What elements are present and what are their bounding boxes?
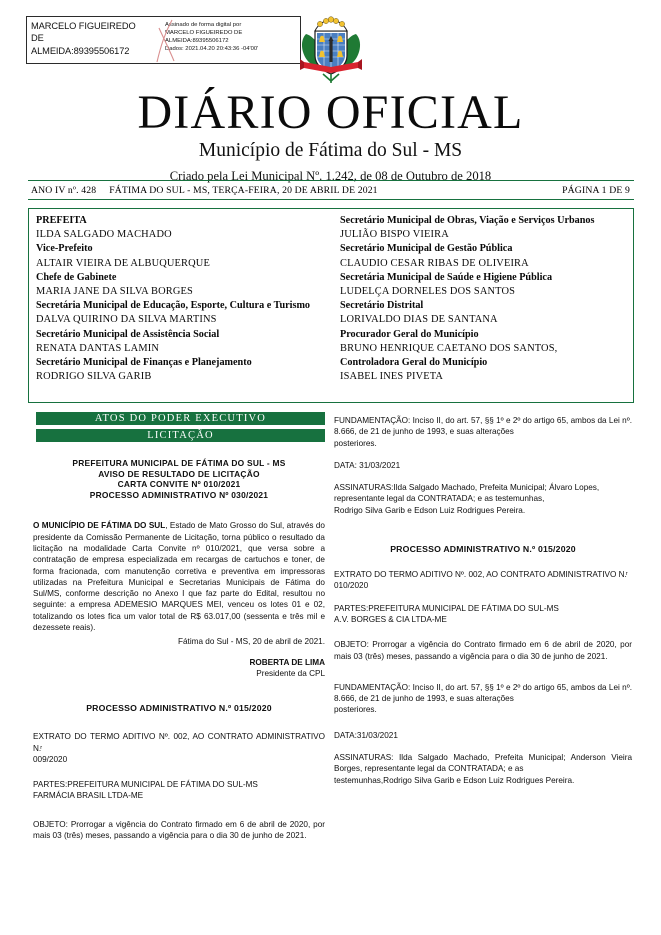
official-role: Secretário Municipal de Obras, Viação e Serviços Urbanos — [340, 215, 595, 226]
notice-body-lead: O MUNICÍPIO DE FÁTIMA DO SUL — [33, 521, 166, 531]
official-name: LUDELÇA DORNELES DOS SANTOS — [340, 286, 516, 298]
signature-details — [160, 17, 300, 63]
official-role: PREFEITA — [36, 215, 87, 226]
assinaturas-1-line-1: ASSINATURAS:Ilda Salgado Machado, Prefeita Municipal; Álvaro Lopes, — [334, 483, 600, 493]
page-number: PÁGINA 1 DE 9 — [562, 184, 630, 196]
fundamentacao-1-tail: posteriores. — [334, 438, 377, 448]
partes-line-1-left: PARTES:PREFEITURA MUNICIPAL DE FÁTIMA DO SUL-MS — [33, 780, 258, 790]
digital-signature-stamp — [26, 16, 301, 64]
masthead — [0, 88, 661, 185]
notice-header-line-4: PROCESSO ADMINISTRATIVO Nº 030/2021 — [89, 489, 269, 500]
extrato-number-right: 010/2020 — [334, 581, 369, 591]
signer-line-3: ALMEIDA:89395506172 — [31, 45, 130, 56]
body-column-left — [33, 458, 325, 841]
official-role: Secretária Municipal de Saúde e Higiene Pública — [340, 271, 553, 283]
official-name: BRUNO HENRIQUE CAETANO DOS SANTOS, — [340, 342, 558, 354]
section-banner-licitacao: LICITAÇÃO — [36, 429, 325, 442]
official-name: CLAUDIO CESAR RIBAS DE OLIVEIRA — [340, 257, 529, 269]
municipal-coat-of-arms-icon — [298, 12, 364, 86]
signature-detail-line-1: Assinado de forma digital por — [165, 22, 242, 28]
official-role: Secretário Distrital — [340, 300, 424, 312]
notice-header-line-2: AVISO DE RESULTADO DE LICITAÇÃO — [98, 468, 260, 479]
official-name: MARIA JANE DA SILVA BORGES — [36, 286, 193, 298]
body-column-right — [334, 415, 632, 786]
extrato-heading-left: EXTRATO DO TERMO ADITIVO Nº. 002, AO CONTRATO ADMINISTRATIVO N.ͬ — [33, 732, 325, 753]
official-name: ISABEL INES PIVETA — [340, 371, 444, 383]
official-name: ALTAIR VIEIRA DE ALBUQUERQUE — [36, 257, 210, 269]
notice-place-date: Fátima do Sul - MS, 20 de abril de 2021. — [178, 637, 325, 647]
officials-column-right — [331, 209, 633, 402]
issue-info-bar — [28, 180, 634, 200]
page-title: DIÁRIO OFICIAL — [137, 86, 524, 139]
official-role: Secretário Municipal de Finanças e Planejamento — [36, 357, 252, 369]
data-1: DATA: 31/03/2021 — [334, 460, 401, 470]
assinaturas-2-line-2: testemunhas,Rodrigo Silva Garib e Edson Luiz Rodrigues Pereira. — [334, 775, 575, 785]
official-name: DALVA QUIRINO DA SILVA MARTINS — [36, 314, 217, 326]
officials-column-left — [29, 209, 331, 402]
partes-line-2-left: FARMÁCIA BRASIL LTDA-ME — [33, 791, 144, 801]
official-role: Secretário Municipal de Gestão Pública — [340, 243, 513, 255]
signature-detail-line-4: Dados: 2021.04.20 20:43:36 -04'00' — [165, 46, 259, 53]
objeto-left: OBJETO: Prorrogar a vigência do Contrato firmado em 6 de abril de 2020, por mais 03 (três) meses, passando a vigência para o dia 30 de junho de 2021. — [33, 819, 325, 841]
notice-header-line-1: PREFEITURA MUNICIPAL DE FÁTIMA DO SUL - MS — [72, 458, 286, 468]
notice-signer-name: ROBERTA DE LIMA — [249, 657, 325, 667]
official-role: Secretário Municipal de Assistência Social — [36, 328, 220, 340]
issue-place-date: FÁTIMA DO SUL - MS, TERÇA-FEIRA, 20 DE ABRIL DE 2021 — [109, 184, 378, 196]
signature-detail-line-3: ALMEIDA:89395506172 — [165, 38, 229, 45]
official-name: ILDA SALGADO MACHADO — [36, 229, 172, 241]
official-role: Procurador Geral do Município — [340, 328, 479, 340]
signature-detail-line-2: MARCELO FIGUEIREDO DE — [165, 30, 243, 37]
fundamentacao-1: FUNDAMENTAÇÃO: Inciso II, do art. 57, §§ 1º e 2º do artigo 65, ambos da Lei nº. 8.666, de 21 de junho de 1993, e suas alterações — [334, 416, 632, 437]
official-role: Controladora Geral do Município — [340, 357, 488, 369]
official-role: Chefe de Gabinete — [36, 271, 117, 283]
notice-signer-title: Presidente da CPL — [256, 668, 325, 678]
extrato-heading-right: EXTRATO DO TERMO ADITIVO Nº. 002, AO CONTRATO ADMINISTRATIVO N.ͬ — [334, 570, 627, 580]
partes-line-2-right: A.V. BORGES & CIA LTDA-ME — [334, 614, 447, 624]
masthead-law-reference: Criado pela Lei Municipal Nº. 1.242, de 08 de Outubro de 2018 — [169, 169, 492, 183]
signer-line-1: MARCELO FIGUEIREDO — [31, 21, 136, 31]
notice-body-rest: , Estado de Mato Grosso do Sul, através do presidente da Comissão Permanente de Licitação, torna público o resultado da licitação na modalidade Carta Convite nº 010/2021, que versa sobre a contratação de empresa especializada em recargas de cartuchos e toner, de forma fracionada, com manutenção corretiva e preventiva em impressoras utilizadas na Prefeitura Municipal e Secretarias Municipais de Fátima do Sul/MS, conforme descrição no Anexo I que faz parte do Edital, resultou no seguinte: a empresa ADEMESIO MARQUES MEI, venceu os lotes 01 e 02, totalizando os lotes fica um valor total de R$ 63.017,00 (sessenta e três mil e dezessete reais). — [33, 521, 325, 633]
officials-box — [28, 208, 634, 403]
data-2: DATA:31/03/2021 — [334, 730, 398, 740]
assinaturas-1-line-3: Rodrigo Silva Garib e Edson Luiz Rodrigues Pereira. — [334, 505, 526, 515]
official-name: RODRIGO SILVA GARIB — [36, 371, 152, 383]
official-role: Secretária Municipal de Educação, Esporte, Cultura e Turismo — [36, 300, 311, 312]
notice-header-line-3: CARTA CONVITE Nº 010/2021 — [117, 479, 241, 490]
official-role: Vice-Prefeito — [36, 243, 93, 255]
official-name: JULIÃO BISPO VIEIRA — [340, 229, 449, 241]
process-title-left: PROCESSO ADMINISTRATIVO N.º 015/2020 — [86, 703, 272, 714]
assinaturas-1-line-2: representante legal da CONTRATADA; e as testemunhas, — [334, 494, 545, 504]
extrato-number-left: 009/2020 — [33, 754, 68, 764]
section-banner-atos-poder-executivo: ATOS DO PODER EXECUTIVO — [36, 412, 325, 425]
issue-year-number: ANO IV nº. 428 — [31, 184, 97, 196]
fundamentacao-2-tail: posteriores. — [334, 705, 377, 715]
official-name: RENATA DANTAS LAMIN — [36, 342, 159, 354]
official-name: LORIVALDO DIAS DE SANTANA — [340, 314, 498, 326]
process-title-right: PROCESSO ADMINISTRATIVO N.º 015/2020 — [390, 544, 576, 555]
signature-signer-name — [27, 17, 160, 63]
signer-line-2: DE — [31, 33, 44, 44]
masthead-subtitle: Município de Fátima do Sul - MS — [198, 140, 463, 161]
objeto-right: OBJETO: Prorrogar a vigência do Contrato firmado em 6 de abril de 2020, por mais 03 (três) meses, passando a vigência para o dia 30 de junho de 2021. — [334, 640, 632, 661]
partes-line-1-right: PARTES:PREFEITURA MUNICIPAL DE FÁTIMA DO SUL-MS — [334, 603, 559, 613]
fundamentacao-2: FUNDAMENTAÇÃO: Inciso II, do art. 57, §§ 1º e 2º do artigo 65, ambos da Lei nº. 8.666, de 21 de junho de 1993, e suas alterações — [334, 682, 632, 704]
notice-body-paragraph — [33, 520, 325, 633]
assinaturas-2-line-1: ASSINATURAS: Ilda Salgado Machado, Prefeita Municipal; Anderson Vieira Borges, representante legal da CONTRATADA; e as — [334, 753, 632, 774]
